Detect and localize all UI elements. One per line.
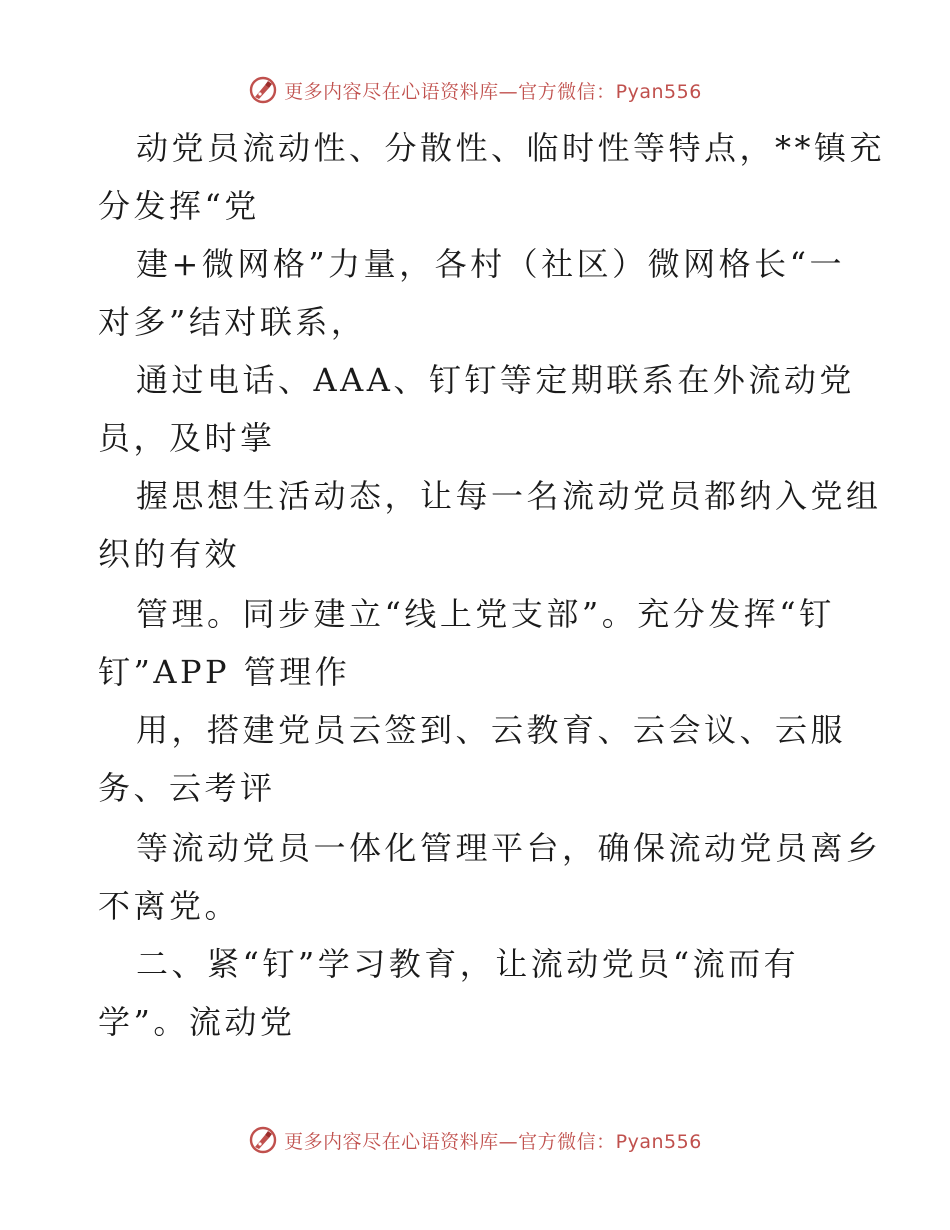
footer-watermark [0, 1120, 950, 1160]
text-line: 织的有效 [98, 535, 241, 573]
text-line: 钉”APP 管理作 [98, 653, 351, 691]
text-line: 不离党。 [98, 887, 241, 925]
pen-nib-logo-icon [248, 1125, 278, 1155]
text-line: 握思想生活动态，让每一名流动党员都纳入党组 [136, 477, 882, 515]
header-watermark [0, 70, 950, 110]
text-line: 管理。同步建立“线上党支部”。充分发挥“钉 [136, 595, 835, 633]
watermark-text: 更多内容尽在心语资料库—官方微信：Pyan556 [284, 80, 702, 103]
text-line: 分发挥“党 [98, 187, 260, 225]
text-line: 用，搭建党员云签到、云教育、云会议、云服 [136, 711, 847, 749]
text-line: 对多”结对联系， [98, 303, 367, 341]
text-line: 务、云考评 [98, 769, 276, 807]
text-line: 学”。流动党 [98, 1003, 296, 1041]
text-line: 通过电话、AAA、钉钉等定期联系在外流动党 [136, 361, 855, 399]
pen-nib-logo-icon [248, 75, 278, 105]
watermark-text: 更多内容尽在心语资料库—官方微信：Pyan556 [284, 1130, 702, 1153]
text-line: 等流动党员一体化管理平台，确保流动党员离乡 [136, 829, 882, 867]
text-line: 动党员流动性、分散性、临时性等特点，**镇充 [136, 129, 886, 167]
text-line: 二、紧“钉”学习教育，让流动党员“流而有 [136, 945, 800, 983]
text-line: 建+微网格”力量，各村（社区）微网格长“一 [136, 245, 846, 283]
text-line: 员，及时掌 [98, 419, 276, 457]
